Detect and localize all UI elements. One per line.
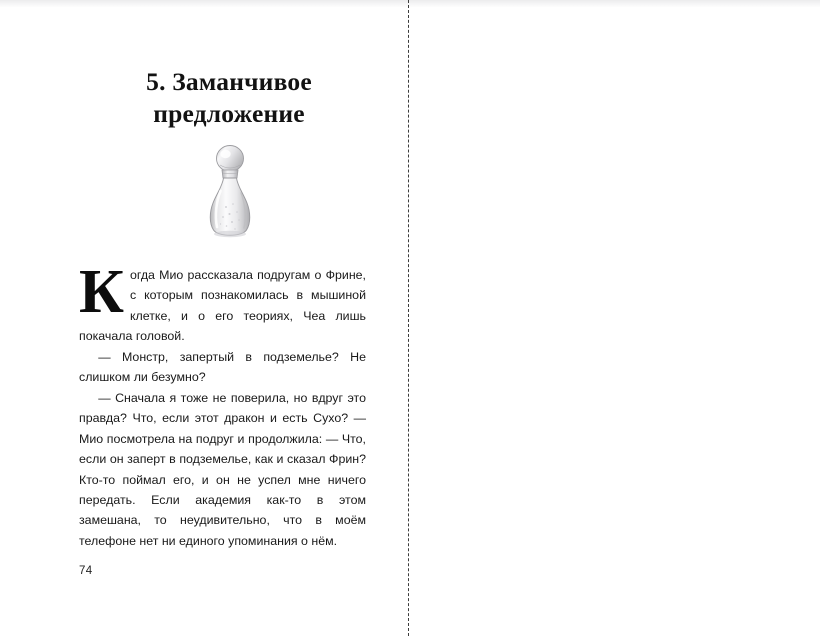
drop-cap-letter: К	[79, 258, 124, 326]
chapter-title-line-1: 5. Заманчивое	[146, 67, 312, 96]
paragraph-text: — Монстр, запертый в подземелье? Не слишком ли безумно?	[79, 349, 366, 385]
left-page-body-text	[79, 258, 366, 551]
paragraph	[79, 388, 366, 552]
chapter-title-line-2: предложение	[153, 99, 305, 128]
chapter-title	[79, 66, 379, 130]
paragraph	[79, 347, 366, 388]
right-page	[409, 0, 820, 636]
paragraph-text: — Сначала я тоже не поверила, но вдруг это правда? Что, если этот дракон и есть Сухо? — Мио посмотрела на подруг и продолжила: — Что, если он заперт в подземелье, как и сказал Фрин? Кто-то поймал его, и он не успел мне ничего передать. Если академия как-то в этом замешана, то неудивительно, что в моём телефоне нет ни единого упоминания о нём.	[79, 390, 366, 548]
paragraph	[79, 258, 366, 347]
perfume-flask-ornament-icon	[196, 141, 264, 247]
page-number-left: 74	[79, 565, 93, 577]
paragraph-text: огда Мио рассказала подругам о Фрине, с которым познакомилась в мышиной клетке, и о его теориях, Чеа лишь покачала головой.	[79, 268, 366, 344]
left-page	[0, 0, 408, 636]
